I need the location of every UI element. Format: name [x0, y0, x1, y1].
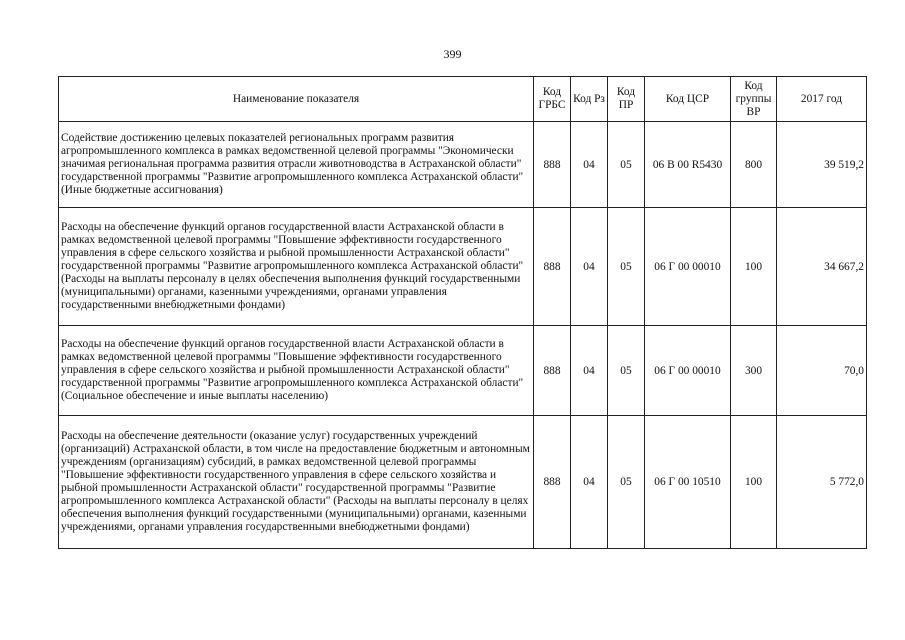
- vr-code: 100: [731, 208, 777, 326]
- header-csr-code: Код ЦСР: [645, 77, 731, 122]
- vr-code: 800: [731, 122, 777, 208]
- budget-table: [58, 76, 867, 549]
- pr-code: 05: [608, 122, 645, 208]
- pr-code: 05: [608, 416, 645, 549]
- table-header-row: [59, 77, 867, 122]
- amount-2017: 34 667,2: [777, 208, 867, 326]
- amount-2017: 39 519,2: [777, 122, 867, 208]
- indicator-name: Расходы на обеспечение функций органов государственной власти Астраханской области в рамках ведомственной целевой программы "Повышение эффективности государственного управления в сфере сельского хозяйства и рыбной промышленности Астраханской области" государственной программы "Развитие агропромышленного комплекса Астраханской области" (Социальное обеспечение и иные выплаты населению): [59, 326, 534, 416]
- grbs-code: 888: [534, 326, 571, 416]
- table-row: [59, 326, 867, 416]
- header-pr-code: Код ПР: [608, 77, 645, 122]
- grbs-code: 888: [534, 208, 571, 326]
- amount-2017: 5 772,0: [777, 416, 867, 549]
- vr-code: 100: [731, 416, 777, 549]
- vr-code: 300: [731, 326, 777, 416]
- pr-code: 05: [608, 208, 645, 326]
- amount-2017: 70,0: [777, 326, 867, 416]
- rz-code: 04: [571, 326, 608, 416]
- csr-code: 06 Г 00 00010: [645, 208, 731, 326]
- csr-code: 06 Г 00 10510: [645, 416, 731, 549]
- csr-code: 06 В 00 R5430: [645, 122, 731, 208]
- grbs-code: 888: [534, 122, 571, 208]
- header-rz-code: Код Рз: [571, 77, 608, 122]
- header-vr-code: Код группы ВР: [731, 77, 777, 122]
- pr-code: 05: [608, 326, 645, 416]
- indicator-name: Содействие достижению целевых показателей региональных программ развития агропромышленного комплекса в рамках ведомственной целевой программы "Экономически значимая региональная программа развития отрасли животноводства в Астраханской области" государственной программы "Развитие агропромышленного комплекса Астраханской области" (Иные бюджетные ассигнования): [59, 122, 534, 208]
- csr-code: 06 Г 00 00010: [645, 326, 731, 416]
- header-year-2017: 2017 год: [777, 77, 867, 122]
- table-row: [59, 122, 867, 208]
- rz-code: 04: [571, 416, 608, 549]
- indicator-name: Расходы на обеспечение деятельности (оказание услуг) государственных учреждений (организаций) Астраханской области, в том числе на предоставление бюджетным и автономным учреждениям (организациям) субсидий, в рамках ведомственной целевой программы "Повышение эффективности государственного управления в сфере сельского хозяйства и рыбной промышленности Астраханской области" государственной программы "Развитие агропромышленного комплекса Астраханской области" (Расходы на выплаты персоналу в целях обеспечения выполнения функций государственными (муниципальными) органами, казенными учреждениями, органами управления государственными внебюджетными фондами): [59, 416, 534, 549]
- grbs-code: 888: [534, 416, 571, 549]
- header-grbs-code: Код ГРБС: [534, 77, 571, 122]
- rz-code: 04: [571, 122, 608, 208]
- rz-code: 04: [571, 208, 608, 326]
- table-row: [59, 416, 867, 549]
- page-number: 399: [443, 47, 462, 61]
- indicator-name: Расходы на обеспечение функций органов государственной власти Астраханской области в рамках ведомственной целевой программы "Повышение эффективности государственного управления в сфере сельского хозяйства и рыбной промышленности Астраханской области" государственной программы "Развитие агропромышленного комплекса Астраханской области" (Расходы на выплаты персоналу в целях обеспечения выполнения функций государственными (муниципальными) органами, казенными учреждениями, органами управления государственными внебюджетными фондами): [59, 208, 534, 326]
- header-indicator-name: Наименование показателя: [59, 77, 534, 122]
- table-row: [59, 208, 867, 326]
